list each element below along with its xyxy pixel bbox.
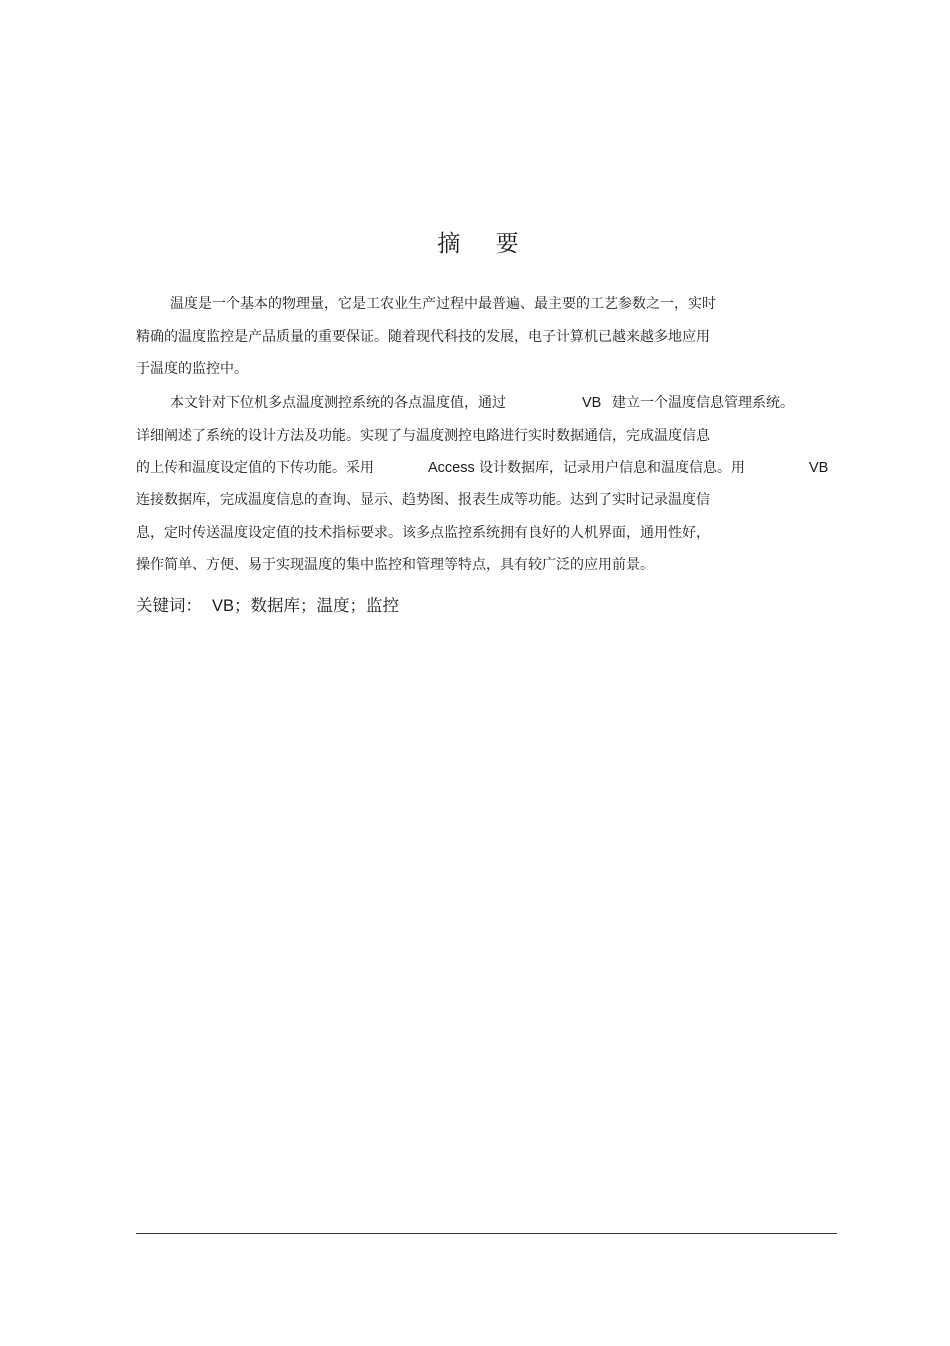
keywords-line (136, 595, 399, 617)
paragraph2-line3-vb: VB (809, 460, 829, 476)
keyword-separator: ； (234, 596, 251, 615)
paragraph2-line3a: 的上传和温度设定值的下传功能。采用 (136, 460, 374, 476)
footer-rule (136, 1233, 837, 1234)
paragraph2-line1a: 本文针对下位机多点温度测控系统的各点温度值，通过 (170, 395, 506, 411)
keyword-database: 数据库 (250, 596, 301, 615)
keywords-label: 关键词： (136, 596, 202, 615)
paragraph2-line3-access: Access (428, 460, 475, 476)
keyword-separator: ； (349, 596, 367, 615)
keyword-separator: ； (300, 596, 317, 615)
paragraph2-line5: 息，定时传送温度设定值的技术指标要求。该多点监控系统拥有良好的人机界面，通用性好， (136, 525, 710, 541)
paragraph1-line3: 于温度的监控中。 (136, 361, 248, 377)
abstract-title: 摘 要 (437, 231, 533, 257)
paragraph1-line2: 精确的温度监控是产品质量的重要保证。随着现代科技的发展，电子计算机已越来越多地应用 (136, 329, 710, 345)
paragraph2-line2: 详细阐述了系统的设计方法及功能。实现了与温度测控电路进行实时数据通信，完成温度信息 (136, 428, 710, 444)
keyword-monitoring: 监控 (366, 596, 400, 615)
paragraph1-line1: 温度是一个基本的物理量，它是工农业生产过程中最普遍、最主要的工艺参数之一，实时 (170, 296, 716, 312)
paragraph2-line3c: 设计数据库，记录用户信息和温度信息。用 (479, 460, 745, 476)
keyword-temperature: 温度 (316, 596, 350, 615)
paragraph2-line4: 连接数据库，完成温度信息的查询、显示、趋势图、报表生成等功能。达到了实时记录温度信 (136, 492, 710, 508)
paragraph2-line1c: 建立一个温度信息管理系统。 (612, 395, 794, 411)
keyword-vb: VB (212, 597, 235, 615)
paragraph2-line1-vb: VB (582, 395, 602, 411)
paragraph2-line6: 操作简单、方便、易于实现温度的集中监控和管理等特点，具有较广泛的应用前景。 (136, 557, 654, 573)
